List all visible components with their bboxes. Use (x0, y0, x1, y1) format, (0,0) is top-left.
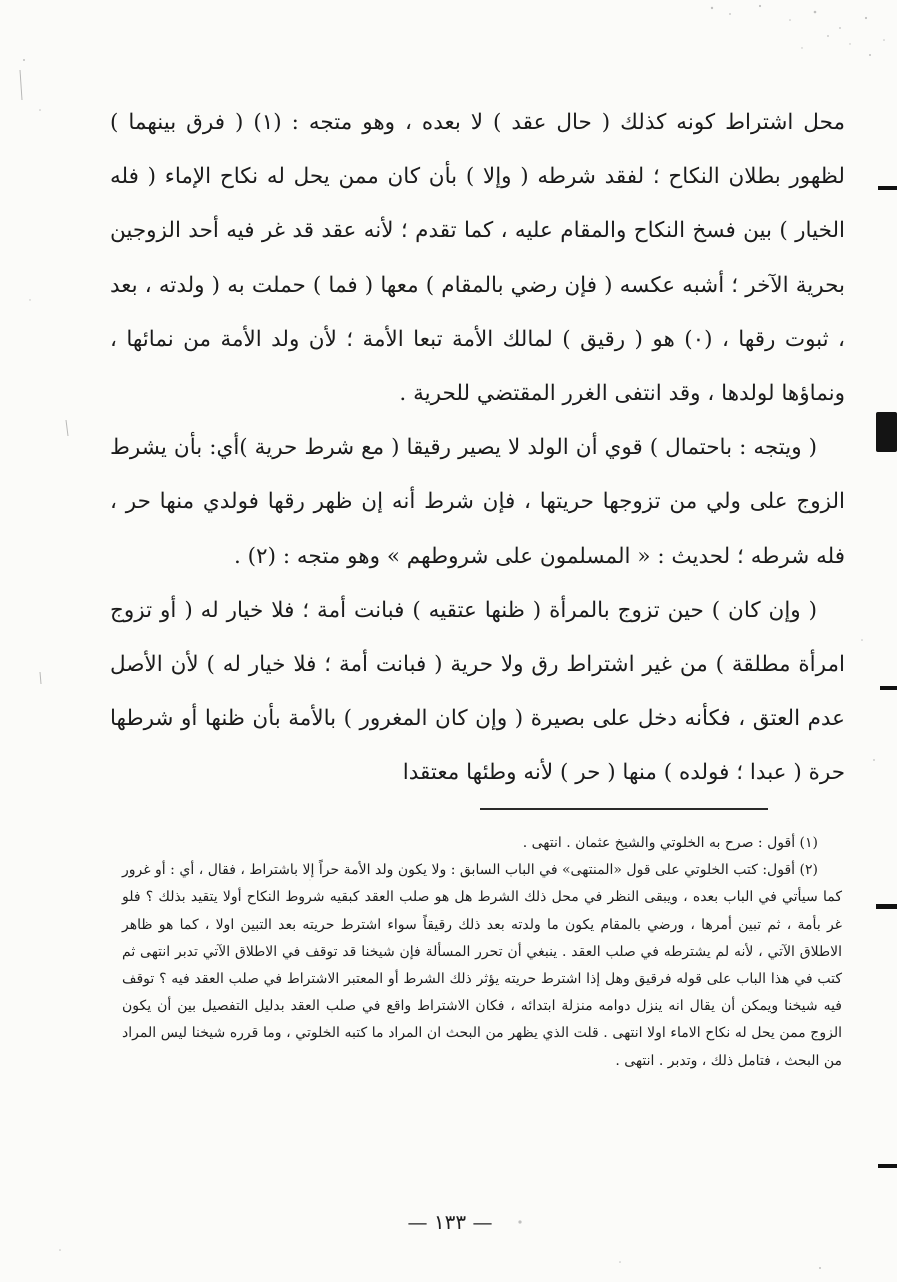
body-paragraph: ( ويتجه : باحتمال ) قوي أن الولد لا يصير رقيقا ( مع شرط حرية )أي: بأن يشرط الزوج على ولي من تزوجها حريتها ، فإن شرط أنه إن ظهر رقها فولدي منها حر ، فله شرطه ؛ لحديث : « المسلمون على شروطهم » وهو متجه : (٢) . (110, 435, 845, 569)
body-paragraph: ( وإن كان ) حين تزوج بالمرأة ( ظنها عتقيه ) فبانت أمة ؛ فلا خيار له ( أو تزوج امرأة مطلقة ) من غير اشتراط رق ولا حرية ( فبانت أمة ؛ فلا خيار له ) لأن الأصل عدم العتق ، فكأنه دخل على بصيرة ( وإن كان المغرور ) بالأمة بأن ظنها أو شرطها حرة ( عبدا ؛ فولده ) منها ( حر ) لأنه وطئها معتقدا (110, 597, 845, 786)
binding-mark (880, 686, 897, 690)
footnote: (١) أقول : صرح به الخلوتي والشيخ عثمان . انتهى . (522, 835, 818, 851)
binding-mark (876, 904, 897, 909)
footnote: (٢) أقول: كتب الخلوتي على قول «المنتهى» في الباب السابق : ولا يكون ولد الأمة حراً إلا باشتراط ، فقال ، أي : أو غرور كما سيأتي في الباب بعده ، ويبقى النظر في محل ذلك الشرط هل هو صلب العقد كبقيه شروط النكاح أولا يتقيد بذلك ؟ فلو غر بأمة ، ثم تبين أمرها ، ورضي بالمقام يكون ما ولدته بعد ذلك رقيقاً سواء اشترط حريته بعد التبين اولا ، كما هو ظاهر الاطلاق الآتي ، لأنه لم يشترطه في صلب العقد . ينبغي أن تحرر المسألة فإن شيخنا قد توقف في الاطلاق الآتي تدبر انتهى ثم كتب في هذا الباب على قوله فرقيق وهل إذا اشترط حريته يؤثر ذلك الشرط أو المعتبر الاشتراط في صلب العقد فيه ؟ توقف فيه شيخنا ويمكن أن يقال انه ينزل دوامه منزلة ابتدائه ، فكان الاشتراط واقع في صلب العقد بدليل التفصيل بين أن يكون الزوج ممن يحل له نكاح الاماء اولا انتهى . قلت الذي يظهر من البحث ان المراد ما كتبه الخلوتي ، وما قرره شيخنا ليس المراد من البحث ، فتامل ذلك ، وتدبر . انتهى . (122, 862, 842, 1069)
binding-mark (878, 186, 897, 190)
footnote-separator (480, 808, 768, 810)
binding-mark (876, 412, 897, 452)
page-number: — ١٣٣ — (407, 1210, 493, 1234)
body-paragraph: محل اشتراط كونه كذلك ( حال عقد ) لا بعده ، وهو متجه : (١) ( فرق بينهما ) لظهور بطلان النكاح ؛ لفقد شرطه ( وإلا ) بأن كان ممن يحل له نكاح الإماء ( فله الخيار ) بين فسخ النكاح والمقام عليه ، كما تقدم ؛ لأنه عقد قد غر فيه أحد الزوجين بحرية الآخر ؛ أشبه عكسه ( فإن رضي بالمقام ) معها ( فما ) حملت به ( ولدته ، بعد ، ثبوت رقها ، (٠) هو ( رقيق ) لمالك الأمة تبعا الأمة ؛ لأن ولد الأمة من نمائها ، ونماؤها لولدها ، وقد انتفى الغرر المقتضي للحرية . (110, 110, 845, 407)
main-body-text (110, 96, 845, 801)
footnotes (122, 830, 842, 1075)
binding-mark (878, 1164, 897, 1168)
